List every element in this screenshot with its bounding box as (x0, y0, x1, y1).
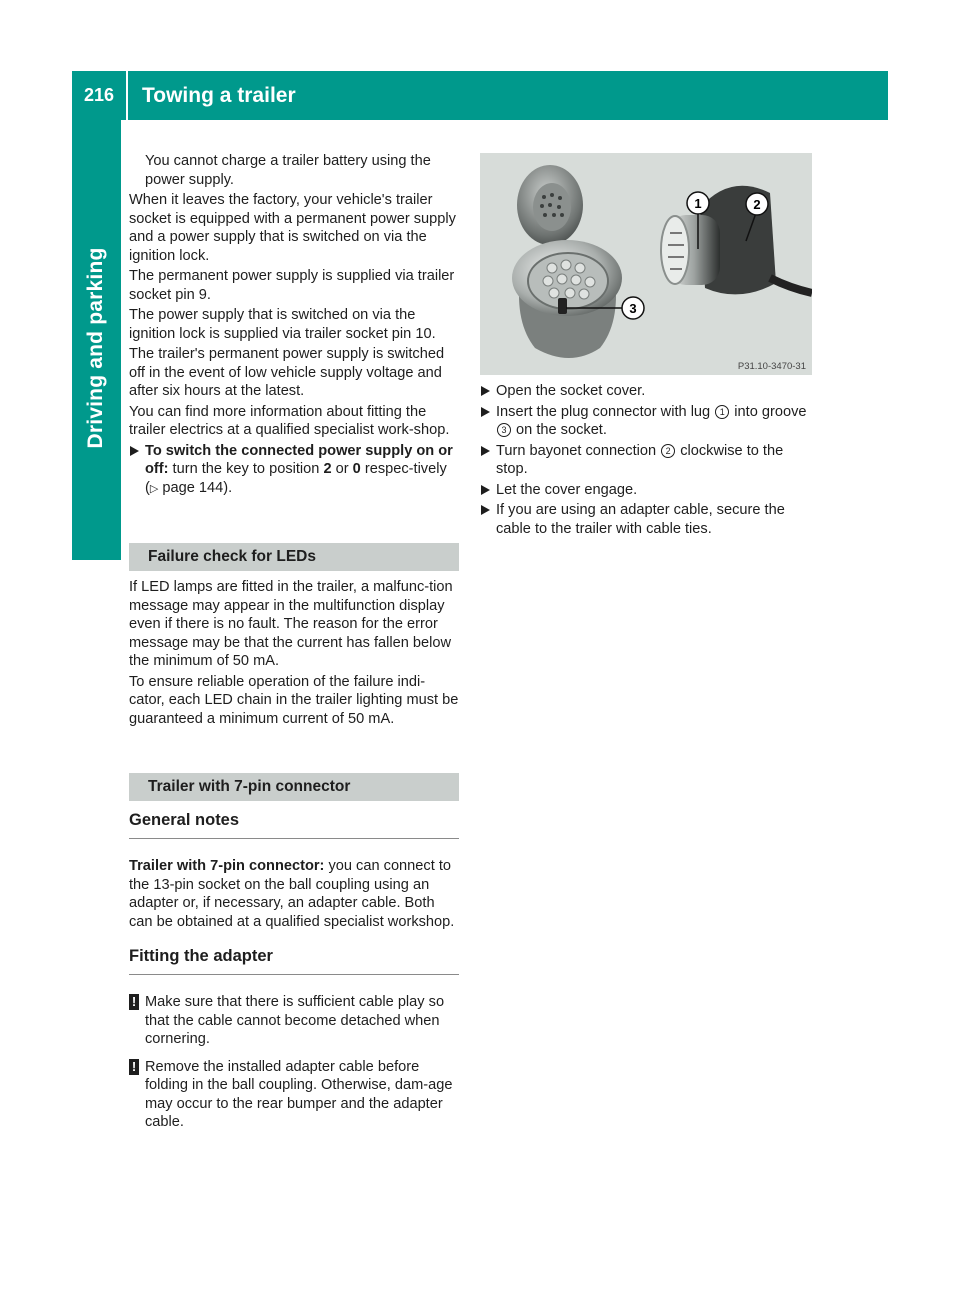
paragraph: The permanent power supply is supplied via trailer socket pin 9. (129, 268, 455, 303)
note-paragraph: You cannot charge a trailer battery using the power supply. (145, 153, 431, 188)
action-arrow-icon (481, 505, 490, 515)
paragraph-text: you can connect to the 13-pin socket on the ball coupling using an adapter or, if necessary, an adapter cable. Both can be obtained at a qualified specialist workshop. (129, 858, 455, 930)
action-arrow-icon (130, 446, 139, 456)
action-label: To switch the connected power supply on or off: (145, 442, 453, 477)
callout-1-label: 1 (694, 196, 702, 211)
term-label: Trailer with 7-pin connector: (129, 858, 325, 874)
paragraph (129, 857, 459, 931)
warning-note (129, 1058, 459, 1132)
paragraph: If LED lamps are fitted in the trailer, a malfunc-tion message may appear in the multifunction display even if there is no fault. The reason for the error message may be that the current has fallen below the minimum of 50 mA. (129, 579, 453, 669)
callout-3-ref: 3 (497, 423, 511, 437)
action-arrow-icon (481, 485, 490, 495)
paragraph: To ensure reliable operation of the failure indi-cator, each LED chain in the trailer lighting must be guaranteed a minimum current of 50 mA. (129, 673, 459, 727)
paragraph: The power supply that is switched on via the ignition lock is supplied via trailer socket pin 10. (129, 307, 436, 342)
side-label-wrap (72, 120, 121, 560)
action-text: clockwise to the stop. (496, 442, 784, 477)
section-heading: Trailer with 7-pin connector (129, 773, 459, 801)
warning-text: Remove the installed adapter cable before folding in the ball coupling. Otherwise, dam-age may occur to the rear bumper and the adapter cable. (145, 1058, 453, 1130)
left-column (129, 152, 459, 1132)
callout-2-ref: 2 (661, 444, 675, 458)
page-ref-arrow-icon: ▷ (149, 482, 159, 495)
action-step (480, 442, 812, 479)
action-text: respec-tively ( (145, 461, 447, 496)
paragraph: The trailer's permanent power supply is switched off in the event of low vehicle supply voltage and after six hours at the latest. (129, 346, 445, 399)
section-heading: Failure check for LEDs (129, 543, 459, 571)
action-text: into groove (730, 403, 807, 420)
action-text: on the socket. (512, 422, 607, 438)
header-divider (126, 71, 128, 120)
action-text: If you are using an adapter cable, secure the cable to the trailer with cable ties. (496, 502, 785, 537)
action-step (129, 442, 459, 499)
action-text: Insert the plug connector with lug (496, 403, 715, 420)
warning-icon: ! (129, 1059, 139, 1075)
figure-code: P31.10-3470-31 (737, 361, 806, 372)
action-text: Open the socket cover. (496, 383, 646, 399)
page-number: 216 (84, 85, 115, 105)
action-text: turn the key to position (168, 461, 324, 477)
warning-note (129, 993, 459, 1049)
page-header (72, 71, 888, 120)
action-text: Let the cover engage. (496, 481, 638, 498)
trailer-socket-figure (480, 153, 812, 375)
subsection-heading: General notes (129, 811, 459, 839)
subsection-heading: Fitting the adapter (129, 947, 459, 975)
action-step (480, 382, 812, 401)
callout-1-ref: 1 (715, 405, 729, 419)
action-arrow-icon (481, 446, 490, 456)
page-title: Towing a trailer (142, 84, 296, 107)
right-column (480, 153, 812, 540)
action-text: Turn bayonet connection (496, 442, 661, 459)
action-step (480, 403, 812, 440)
side-tab-end (72, 560, 121, 1242)
action-arrow-icon (481, 407, 490, 417)
socket-illustration (480, 153, 812, 375)
callout-2-label: 2 (753, 197, 761, 212)
action-text: or (331, 461, 353, 477)
action-step (480, 481, 812, 500)
action-step (480, 501, 812, 538)
warning-icon: ! (129, 994, 139, 1010)
page-reference[interactable]: page 144). (158, 479, 233, 496)
side-label: Driving and parking (84, 247, 107, 449)
warning-text: Make sure that there is sufficient cable play so that the cable cannot become detached when cornering. (145, 994, 445, 1047)
key-position: 0 (352, 461, 361, 477)
paragraph: When it leaves the factory, your vehicle's trailer socket is equipped with a permanent power supply and a power supply that is switched on via the ignition lock. (129, 192, 456, 264)
callout-3-label: 3 (629, 301, 637, 316)
action-arrow-icon (481, 386, 490, 396)
paragraph: You can find more information about fitting the trailer electrics at a qualified specialist work-shop. (129, 403, 450, 438)
key-position: 2 (323, 461, 332, 477)
